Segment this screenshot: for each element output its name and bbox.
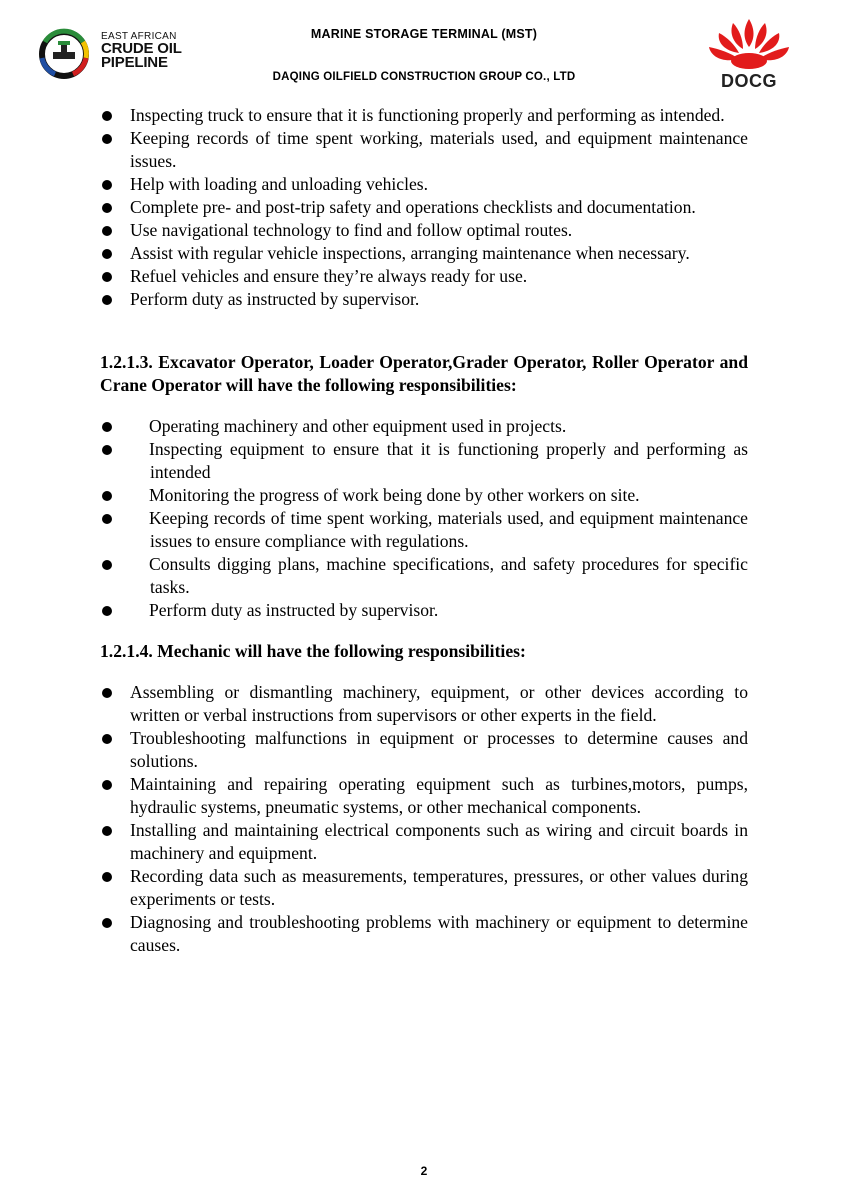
list-item: Use navigational technology to find and follow optimal routes. [100,219,748,242]
section-heading-mechanic: 1.2.1.4. Mechanic will have the following responsibilities: [100,641,526,661]
list-item: Help with loading and unloading vehicles. [100,173,748,196]
list-item: Inspecting truck to ensure that it is functioning properly and performing as intended. [100,104,748,127]
header-title: MARINE STORAGE TERMINAL (MST) [310,27,538,41]
list-item: Refuel vehicles and ensure they’re always ready for use. [100,265,748,288]
list-item: Monitoring the progress of work being done by other workers on site. [100,484,748,507]
logo-line-1: EAST AFRICAN [101,31,177,42]
list-item: Diagnosing and troubleshooting problems with machinery or equipment to determine causes. [100,911,748,957]
mechanic-responsibilities-list [100,681,748,957]
docg-flame-icon [703,17,795,73]
list-item: Perform duty as instructed by supervisor. [100,599,748,622]
list-item: Assembling or dismantling machinery, equipment, or other devices according to written or verbal instructions from supervisors or other experts in the field. [100,681,748,727]
list-item: Complete pre- and post-trip safety and operations checklists and documentation. [100,196,748,219]
list-item: Recording data such as measurements, temperatures, pressures, or other values during experiments or tests. [100,865,748,911]
page-number: 2 [420,1164,428,1178]
list-item: Assist with regular vehicle inspections, arranging maintenance when necessary. [100,242,748,265]
list-item: Inspecting equipment to ensure that it is functioning properly and performing as intended [100,438,748,484]
logo-line-3: PIPELINE [101,54,168,71]
driver-responsibilities-list [100,104,748,311]
list-item: Consults digging plans, machine specifications, and safety procedures for specific tasks. [100,553,748,599]
document-body [100,104,748,957]
docg-text: DOCG [721,71,777,91]
list-item: Keeping records of time spent working, materials used, and equipment maintenance issues. [100,127,748,173]
logo-line-2: CRUDE OIL [101,40,182,57]
header-company: DAQING OILFIELD CONSTRUCTION GROUP CO., LTD [272,71,576,83]
section-heading-operators: 1.2.1.3. Excavator Operator, Loader Operator,Grader Operator, Roller Operator and Crane Operator will have the following responsibilities: [100,352,748,395]
list-item: Keeping records of time spent working, materials used, and equipment maintenance issues to ensure compliance with regulations. [100,507,748,553]
docg-logo [703,17,795,91]
operator-responsibilities-list [100,415,748,622]
list-item: Operating machinery and other equipment used in projects. [100,415,748,438]
list-item: Troubleshooting malfunctions in equipment or processes to determine causes and solutions. [100,727,748,773]
list-item: Installing and maintaining electrical components such as wiring and circuit boards in machinery and equipment. [100,819,748,865]
list-item: Perform duty as instructed by supervisor. [100,288,748,311]
list-item: Maintaining and repairing operating equipment such as turbines,motors, pumps, hydraulic systems, pneumatic systems, or other mechanical components. [100,773,748,819]
